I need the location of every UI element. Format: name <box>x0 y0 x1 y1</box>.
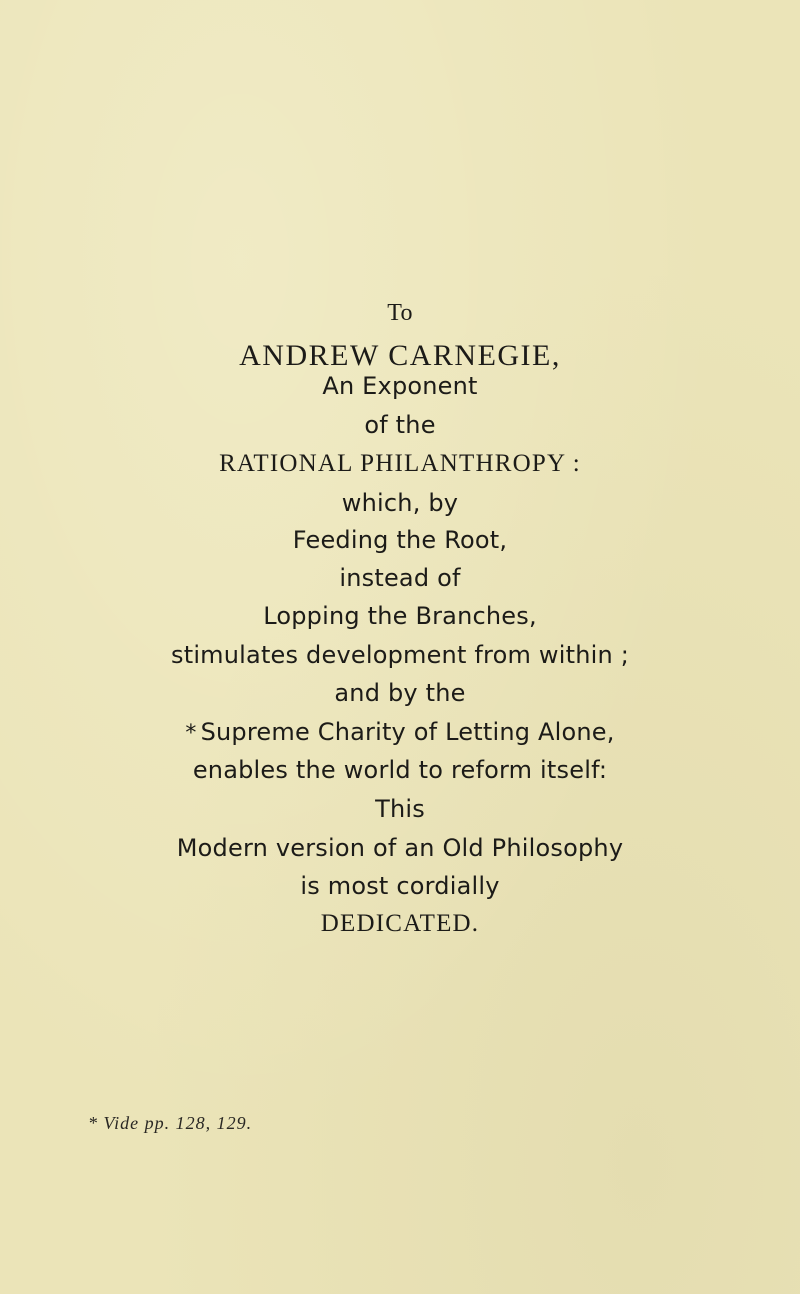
dedication-line-this: This <box>375 795 425 823</box>
dedication-line-supreme-charity <box>0 720 800 745</box>
dedication-line-of-the: of the <box>364 411 436 439</box>
dedication-line-lopping: Lopping the Branches, <box>263 602 537 630</box>
dedication-line-is-most: is most cordially <box>300 872 500 900</box>
dedication-line-dedicated: DEDICATED. <box>320 910 480 937</box>
dedication-line-exponent: An Exponent <box>322 372 478 400</box>
dedication-line-and-by-the: and by the <box>334 679 466 707</box>
dedicatee-name: ANDREW CARNEGIE, <box>239 339 561 372</box>
dedication-line-stimulates: stimulates development from within ; <box>171 641 629 669</box>
dedication-line-feeding: Feeding the Root, <box>292 526 508 554</box>
dedication-to: To <box>387 300 413 326</box>
dedication-line-modern: Modern version of an Old Philosophy <box>176 834 624 862</box>
footnote-marker: * <box>185 721 197 746</box>
dedication-line-which: which, by <box>341 489 459 517</box>
dedication-line-enables: enables the world to reform itself: <box>192 756 608 784</box>
dedication-line-rational-philanthropy: RATIONAL PHILANTHROPY : <box>219 450 581 477</box>
dedication-line-instead: instead of <box>339 564 461 592</box>
footnote: * Vide pp. 128, 129. <box>88 1113 253 1133</box>
dedication-line-supreme-text: Supreme Charity of Letting Alone, <box>200 718 615 746</box>
